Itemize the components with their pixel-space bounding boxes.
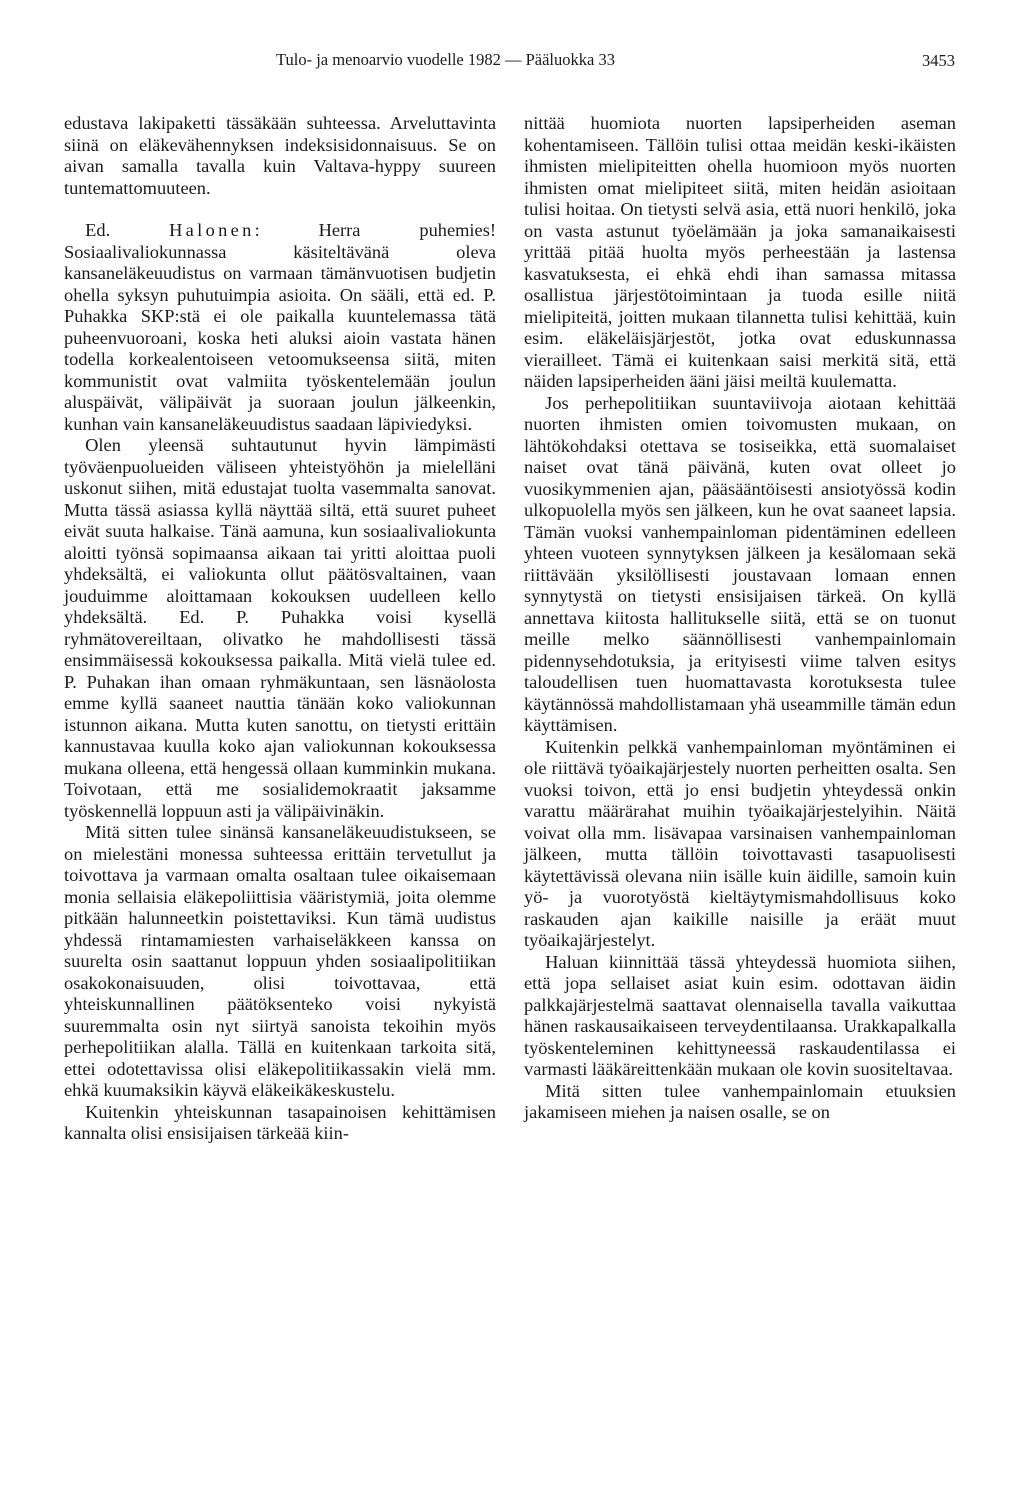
paragraph: Kuitenkin pelkkä vanhempainloman myöntäminen ei ole riittävä työaikajärjestely nuorten perheitten osalta. Sen vuoksi toivon, että jo ensi budjetin yhteydessä onkin varattu määrärahat muihin työaikajärjestelyihin. Näitä voivat olla mm. lisävapaa varsinaisen vanhempainloman jälkeen, mutta tällöin toivottavasti tasapuolisesti käytettävissä olevana niin isälle kuin äidille, samoin kuin yö- ja vuorotyöstä kieltäytymismahdollisuus koko raskauden ajan kaikille naisille ja eräät muut työaikajärjestelyt.: [524, 736, 956, 950]
running-title: Tulo- ja menoarvio vuodelle 1982 — Pääluokka 33: [276, 50, 615, 69]
paragraph: Kuitenkin yhteiskunnan tasapainoisen kehittämisen kannalta olisi ensisijaisen tärkeää kiin-: [64, 1101, 496, 1143]
page-number: 3453: [922, 51, 955, 70]
paragraph: edustava lakipaketti tässäkään suhteessa. Arveluttavinta siinä on eläkevähennyksen indeksisidonnaisuus. Se on aivan samalla tavalla kuin Valtava-hyppy suureen tuntemattomuuteen.: [64, 113, 496, 198]
paragraph: Jos perhepolitiikan suuntaviivoja aiotaan kehittää nuorten ihmisten omien toivomusten mukaan, on lähtökohdaksi otettava se tosiseikka, että suomalaiset naiset ovat tänä päivänä, kuten ovat olleet jo vuosikymmenien ajan, pääsääntöisesti ansiotyössä kodin ulkopuolella myös sen jälkeen, kun he ovat saaneet lapsia. Tämän vuoksi vanhempainloman pidentäminen edelleen yhteen vuoteen synnytyksen jälkeen ja kesälomaan sekä riittävään yksilöllisesti joustavaan lomaan ennen synnytystä on tietysti ensisijaisen tärkeä. On kyllä annettava kiitosta hallitukselle siitä, että se on tuonut meille melko säännöllisesti vanhempainlomain pidennysehdotuksia, ja erityisesti viime talven esitys taloudellisen tuen huomattavasta korotuksesta tulee käytännössä mahdollistamaan yhä useammille tämän edun käyttämisen.: [524, 392, 956, 735]
left-column: [64, 113, 496, 1145]
paragraph-speech-start: [64, 220, 496, 435]
paragraph-text: : Herra puhemies! Sosiaalivaliokunnassa käsiteltävänä oleva kansaneläkeuudistus on varmaan tämänvuotisen budjetin ohella syksyn puhutuimpia asioita. On sääli, että ed. P. Puhakka SKP:stä ei ole paikalla kuuntelemassa tätä puheenvuoroani, koska heti aluksi aioin vastata hänen todella korkealentoiseen vetoomukseensa siitä, miten kommunistit ovat valmiita työskentelemään joulun aluspäivät, välipäivät ja suoraan joulun jälkeenkin, kunhan vain kansaneläkeuudistus saadaan läpiviedyksi.: [64, 220, 496, 434]
speaker-name: Halonen: [169, 220, 255, 240]
paragraph: nittää huomiota nuorten lapsiperheiden aseman kohentamiseen. Tällöin tulisi ottaa meidän keski-ikäisten ihmisten mielipiteitten ohella huomioon myös nuorten ihmisten omat mielipiteet siitä, miten heidän asioitaan tulisi hoitaa. On tietysti selvä asia, että nuori henkilö, joka on vasta astunut työelämään ja joka samanaikaisesti yrittää pitää huolta myös perheestään ja lastensa kasvatuksesta, ei ehkä ehdi ihan samassa mitassa osallistua järjestötoimintaan ja tuoda esille niitä mielipiteitä, joitten mukaan tilannetta tulisi kehittää, kuin esim. eläkeläisjärjestöt, jotka ovat eduskunnassa vierailleet. Tämä ei kuitenkaan saisi merkitä sitä, että näiden lapsiperheiden ääni jäisi meiltä kuulematta.: [524, 113, 956, 391]
paragraph: Haluan kiinnittää tässä yhteydessä huomiota siihen, että jopa sellaiset asiat kuin esim. odottavan äidin palkkajärjestelmä saattavat olennaisella tavalla vaikuttaa hänen raskausaikaiseen terveydentilaansa. Urakkapalkalla työskenteleminen kehittyneessä raskaudentilassa ei varmasti lääkäreittenkään mukaan ole kovin suositeltavaa.: [524, 951, 956, 1079]
paragraph: Mitä sitten tulee vanhempainlomain etuuksien jakamiseen miehen ja naisen osalle, se on: [524, 1080, 956, 1122]
paragraph: Mitä sitten tulee sinänsä kansaneläkeuudistukseen, se on mielestäni monessa suhteessa erittäin tervetullut ja toivottava ja varmaan omalta osaltaan tulee oikaisemaan monia sellaisia eläkepoliittisia vääristymiä, joita olemme pitkään halunneetkin poistettaviksi. Kun tämä uudistus yhdessä rintamamiesten varhaiseläkkeen kanssa on suurelta osin saattanut loppuun yhden sosiaalipolitiikan osakokonaisuuden, olisi toivottavaa, että yhteiskunnallinen päätöksenteko voisi nykyistä suuremmalta osin nyt siirtyä sanoista tekoihin myös perhepolitiikan alalla. Tällä en kuitenkaan tarkoita sitä, ettei odotettavissa olisi eläkepolitiikassakin vielä mm. ehkä kuumaksikin käyvä eläkeikäkeskustelu.: [64, 822, 496, 1100]
right-column: [524, 113, 956, 1124]
running-header: [0, 50, 1024, 76]
paragraph: Olen yleensä suhtautunut hyvin lämpimästi työväenpuolueiden väliseen yhteistyöhön ja mielelläni uskonut siihen, mitä edustajat tuolta vasemmalta sanovat. Mutta tässä asiassa kyllä näyttää siltä, että suuret puheet eivät suuta halkaise. Tänä aamuna, kun sosiaalivaliokunta aloitti työnsä sopimaansa aikaan tai yritti aloittaa puoli yhdeksältä, ei valiokunta ollut päätösvaltainen, vaan jouduimme aloittamaan kokouksen uudelleen kello yhdeksältä. Ed. P. Puhakka voisi kysellä ryhmätovereiltaan, olivatko he mahdollisesti tässä ensimmäisessä kokouksessa paikalla. Mitä vielä tulee ed. P. Puhakan ihan omaan ryhmäkuntaan, sen läsnäolosta emme kyllä saaneet nauttia tänään koko valiokunnan istunnon aikana. Mutta kuten sanottu, on tietysti erittäin kannustavaa kuulla koko ajan valiokunnan kokouksessa mukana olleena, että hengessä ollaan kumminkin mukana. Toivotaan, että me sosialidemokraatit jaksamme työskennellä loppuun asti ja välipäivinäkin.: [64, 435, 496, 821]
speaker-prefix: Ed.: [85, 220, 170, 240]
